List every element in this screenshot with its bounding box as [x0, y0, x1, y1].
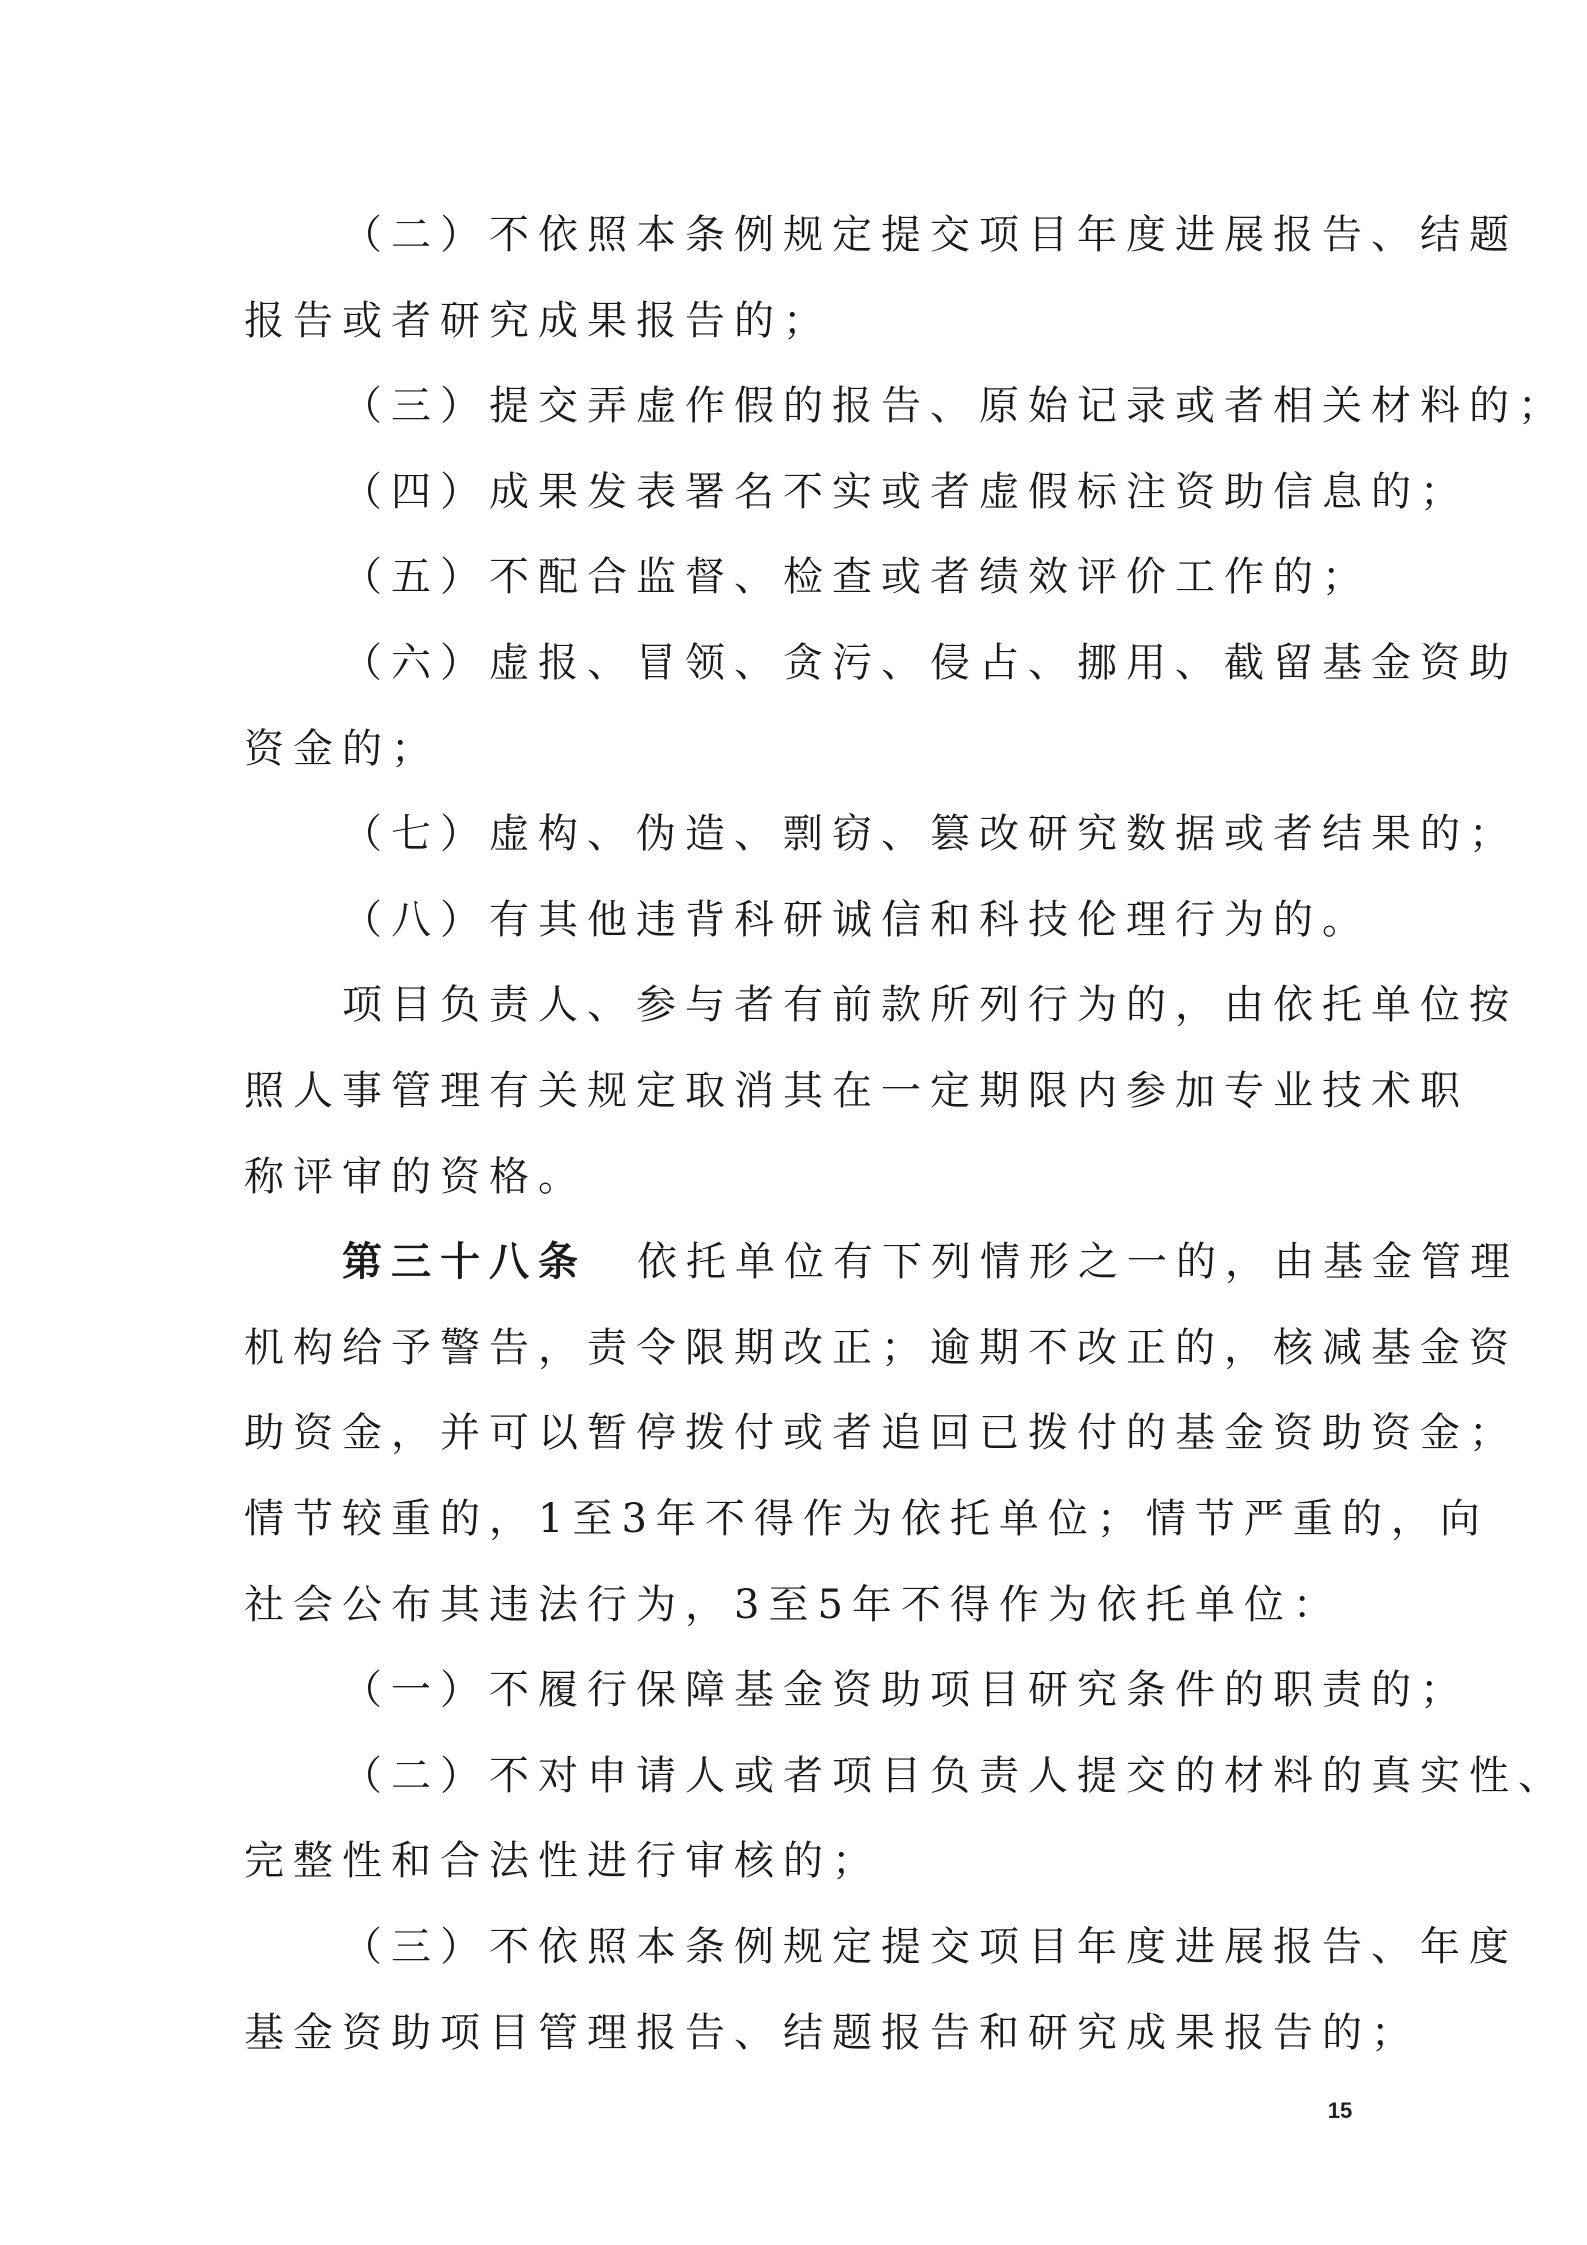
text-line: [244, 1398, 1518, 1468]
text-line: [244, 1056, 1469, 1126]
line-text: 报告或者研究成果报告的；: [244, 297, 832, 344]
line-text: 依托单位有下列情形之一的，由基金管理: [637, 1239, 1519, 1286]
line-text: （一）不履行保障基金资助项目研究条件的职责的；: [342, 1667, 1469, 1714]
text-line: [244, 628, 1518, 698]
text-line: [244, 1142, 1354, 1212]
text-line: [244, 1912, 1518, 1982]
text-line: [244, 542, 1371, 612]
text-line: [244, 371, 1567, 441]
text-line: [244, 457, 1469, 527]
text-line: [244, 714, 1354, 784]
text-line: [244, 1741, 1567, 1811]
line-text: （七）虚构、伪造、剽窃、篡改研究数据或者结果的；: [342, 811, 1518, 858]
text-line: [244, 970, 1518, 1040]
line-text: 照人事管理有关规定取消其在一定期限内参加专业技术职: [244, 1068, 1469, 1114]
text-line: [244, 1570, 1354, 1640]
text-line: [244, 200, 1518, 270]
line-text: （五）不配合监督、检查或者绩效评价工作的；: [342, 554, 1371, 601]
line-text: 项目负责人、参与者有前款所列行为的，由依托单位按: [342, 982, 1518, 1029]
text-line: [244, 1313, 1518, 1383]
text-line: [244, 1484, 1489, 1554]
line-text: 社会公布其违法行为，3至5年不得作为依托单位：: [244, 1581, 1342, 1628]
line-text: （四）成果发表署名不实或者虚假标注资助信息的；: [342, 468, 1469, 515]
line-text: 情节较重的，1至3年不得作为依托单位；情节严重的，向: [244, 1496, 1489, 1542]
text-line: [244, 799, 1518, 869]
line-text: 完整性和合法性进行审核的；: [244, 1838, 881, 1885]
line-text: 助资金，并可以暂停拨付或者追回已拨付的基金资助资金；: [244, 1410, 1518, 1457]
text-line: [244, 1227, 1519, 1297]
line-text: 基金资助项目管理报告、结题报告和研究成果报告的；: [244, 2009, 1420, 2056]
line-text: （八）有其他违背科研诚信和科技伦理行为的。: [342, 896, 1371, 943]
line-text: 机构给予警告，责令限期改正；逾期不改正的，核减基金资: [244, 1324, 1518, 1371]
page-number: 15: [1327, 2098, 1353, 2123]
line-text: （三）不依照本条例规定提交项目年度进展报告、年度: [342, 1924, 1518, 1970]
text-line: [244, 1655, 1469, 1725]
line-text: （六）虚报、冒领、贪污、侵占、挪用、截留基金资助: [342, 640, 1518, 686]
line-text: （二）不对申请人或者项目负责人提交的材料的真实性、: [342, 1752, 1567, 1799]
line-text: 资金的；: [244, 725, 440, 772]
line-text: 称评审的资格。: [244, 1153, 587, 1200]
line-text: （二）不依照本条例规定提交项目年度进展报告、结题: [342, 212, 1518, 258]
text-line: [244, 885, 1371, 955]
text-line: [244, 286, 1354, 356]
line-text: （三）提交弄虚作假的报告、原始记录或者相关材料的；: [342, 383, 1567, 430]
article-number: 第三十八条: [342, 1238, 587, 1286]
text-line: [244, 1826, 1354, 1896]
text-line: [244, 1998, 1420, 2068]
